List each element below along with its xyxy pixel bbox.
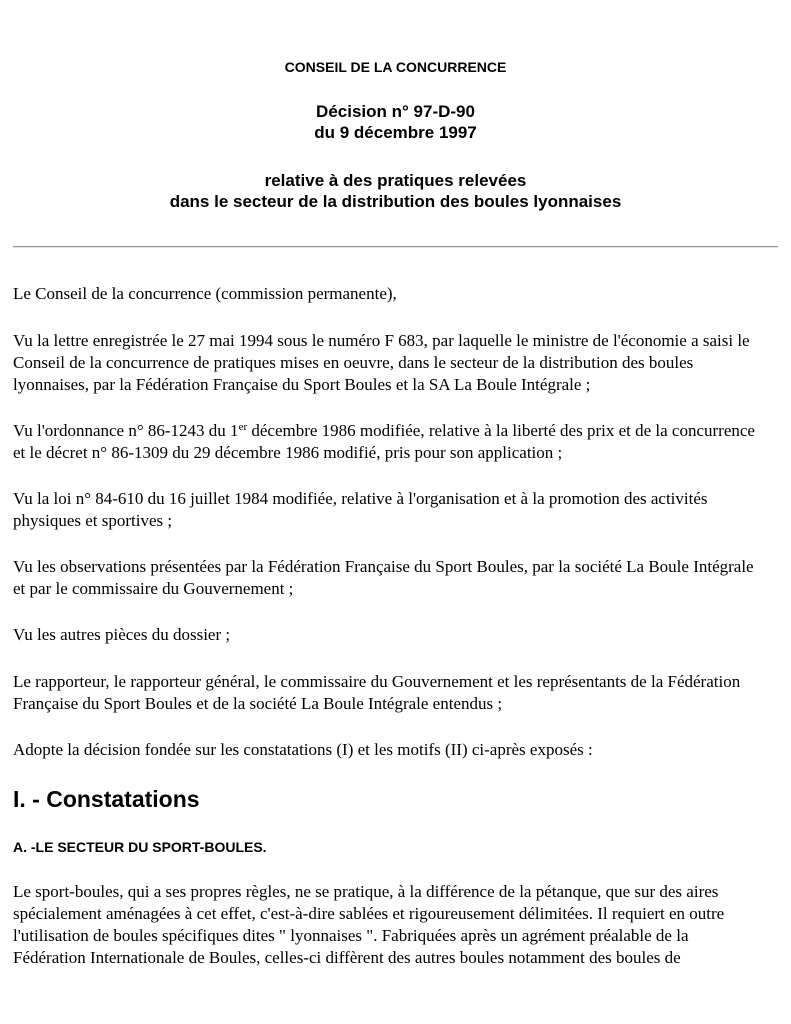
- paragraph-sport-boules: Le sport-boules, qui a ses propres règles, ne se pratique, à la différence de la pétanque, que sur des aires spécialement aménagées à cet effet, c'est-à-dire sablées et rigoureusement délimitées. Il requiert en outre l'utilisation de boules spécifiques dites " lyonnaises ". Fabriquées après un agrément préalable de la Fédération Internationale de Boules, celles-ci diffèrent des autres boules notamment des boules de: [13, 882, 725, 967]
- section-heading: I. - Constatations: [13, 786, 200, 812]
- decision-number: Décision n° 97-D-90: [316, 102, 475, 121]
- paragraph-adopte: Adopte la décision fondée sur les constatations (I) et les motifs (II) ci-après exposés :: [13, 740, 593, 759]
- decision-title: [13, 101, 778, 143]
- ordonnance-text-end: décembre 1986 modifiée, relative à la liberté des prix et de la concurrence et le décret n° 86-1309 du 29 décembre 1986 modifié, pris pour son application ;: [13, 421, 755, 462]
- paragraph-letter: Vu la lettre enregistrée le 27 mai 1994 sous le numéro F 683, par laquelle le ministre de l'économie a saisi le Conseil de la concurrence de pratiques mises en oeuvre, dans le secteur de la distribution des boules lyonnaises, par la Fédération Française du Sport Boules et la SA La Boule Intégrale ;: [13, 331, 750, 394]
- paragraph-ordonnance: [13, 420, 763, 464]
- decision-subject: [13, 170, 778, 212]
- paragraph-loi: Vu la loi n° 84-610 du 16 juillet 1984 modifiée, relative à l'organisation et à la promotion des activités physiques et sportives ;: [13, 489, 708, 530]
- paragraph-council: Le Conseil de la concurrence (commission permanente),: [13, 284, 397, 303]
- ordonnance-text-start: Vu l'ordonnance n° 86-1243 du 1: [13, 421, 239, 440]
- decision-date: du 9 décembre 1997: [314, 123, 477, 142]
- subject-line-2: dans le secteur de la distribution des boules lyonnaises: [169, 192, 622, 211]
- paragraph-observations: Vu les observations présentées par la Fédération Française du Sport Boules, par la société La Boule Intégrale et par le commissaire du Gouvernement ;: [13, 557, 754, 598]
- paragraph-pieces: Vu les autres pièces du dossier ;: [13, 625, 231, 644]
- subject-line-1: relative à des pratiques relevées: [264, 171, 527, 190]
- ordonnance-superscript: er: [238, 421, 248, 433]
- organization-heading: CONSEIL DE LA CONCURRENCE: [284, 59, 507, 75]
- paragraph-rapporteur: Le rapporteur, le rapporteur général, le commissaire du Gouvernement et les représentants de la Fédération Française du Sport Boules et de la société La Boule Intégrale entendus ;: [13, 672, 741, 713]
- horizontal-rule: [13, 246, 778, 248]
- subsection-heading: A. -LE SECTEUR DU SPORT-BOULES.: [13, 839, 267, 855]
